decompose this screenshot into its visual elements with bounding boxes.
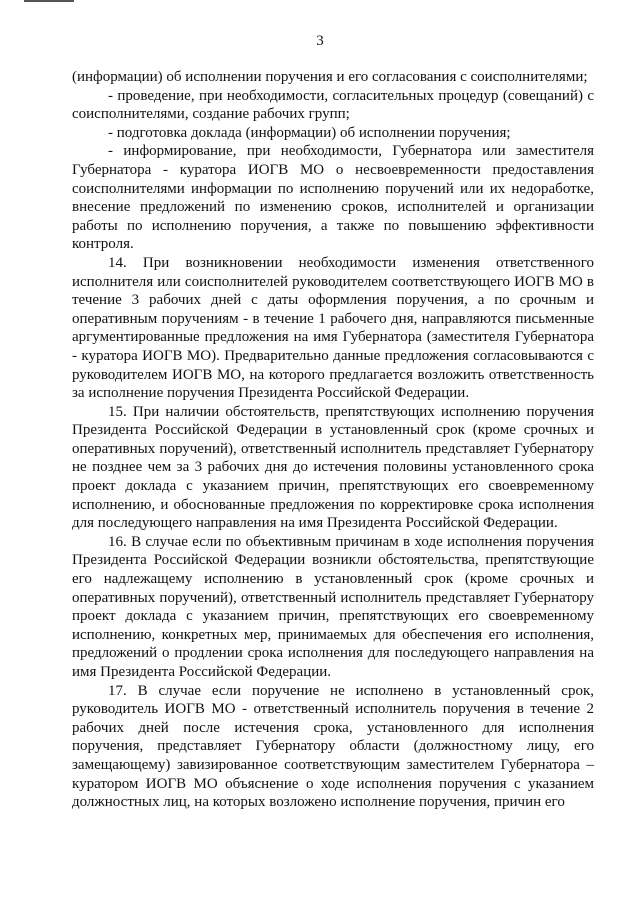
paragraph-4: - информирование, при необходимости, Губернатора или заместителя Губернатора - куратора ИОГВ МО о несвоевременности предоставления соисполнителями информации по исполнению поручений или их недоработке, внесение предложений по изменению сроков, исполнителей и организации работы по исполнению поручения, а также по повышению эффективности контроля. <box>72 143 594 253</box>
paragraph-17: 17. В случае если поручение не исполнено в установленный срок, руководитель ИОГВ МО - ответственный исполнитель поручения в течение 2 рабочих дней после истечения срока, установленного для исполнения поручения, представляет Губернатору области (должностному лицу, его замещающему) завизированное соответствующим заместителем Губернатора – куратором ИОГВ МО объяснение о ходе исполнения поручения с указанием должностных лиц, на которых возложено исполнение поручения, причин его <box>72 682 594 811</box>
paragraph-16: 16. В случае если по объективным причинам в ходе исполнения поручения Президента Российской Федерации возникли обстоятельства, препятствующие его надлежащему исполнению в установленный срок (кроме срочных и оперативных поручений), ответственный исполнитель представляет Губернатору проект доклада с указанием причин, препятствующих его своевременному исполнению, конкретных мер, принимаемых для обеспечения его исполнения, предложений о продлении срока исполнения для последующего направления на имя Президента Российской Федерации. <box>72 533 594 680</box>
page-number: 3 <box>316 33 324 49</box>
top-rule <box>24 0 74 2</box>
paragraph-1: (информации) об исполнении поручения и его согласования с соисполнителями; <box>72 69 588 85</box>
paragraph-14: 14. При возникновении необходимости изменения ответственного исполнителя или соисполнителей руководителем соответствующего ИОГВ МО в течение 3 рабочих дней с даты оформления поручения, а по срочным и оперативным поручениям - в течение 1 рабочего дня, направляются письменные аргументированные предложения на имя Губернатора (заместителя Губернатора - куратора ИОГВ МО). Предварительно данные предложения согласовываются с руководителем ИОГВ МО, на которого предлагается возложить ответственность за исполнение поручения Президента Российской Федерации. <box>72 254 594 402</box>
paragraph-2: - проведение, при необходимости, согласительных процедур (совещаний) с соисполнителями, создание рабочих групп; <box>72 87 594 123</box>
paragraph-3: - подготовка доклада (информации) об исполнении поручения; <box>108 124 511 141</box>
paragraph-15: 15. При наличии обстоятельств, препятствующих исполнению поручения Президента Российской Федерации в установленный срок (кроме срочных и оперативных поручений), ответственный исполнитель представляет Губернатору не позднее чем за 3 рабочих дня до истечения половины установленного срока проект доклада с указанием причин, препятствующих его своевременному исполнению, и обоснованные предложения по корректировке срока исполнения для последующего направления на имя Президента Российской Федерации. <box>72 403 594 532</box>
document-body <box>72 68 594 812</box>
